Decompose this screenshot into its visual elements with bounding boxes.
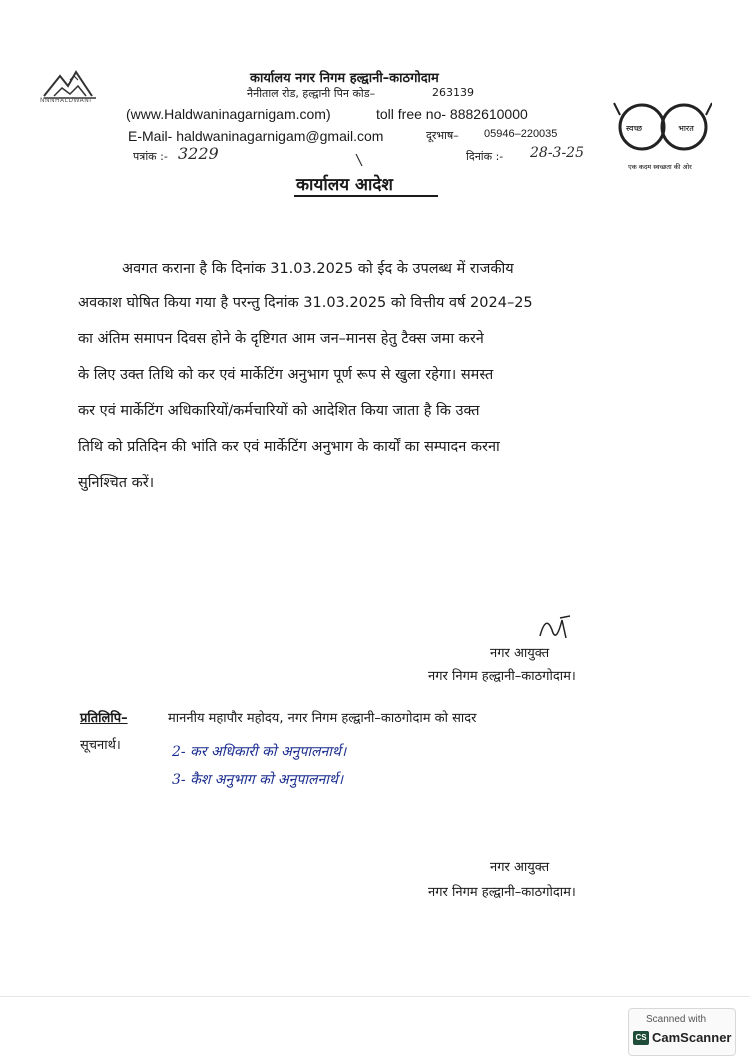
body-line: का अंतिम समापन दिवस होने के दृष्टिगत आम जन–मानस हेतु टैक्स जमा करने <box>78 331 484 347</box>
tick-mark-icon <box>352 152 372 168</box>
body-line: सुनिश्चित करें। <box>78 475 155 491</box>
signatory-office: नगर निगम हल्द्वानी–काठगोदाम। <box>428 669 576 684</box>
scanned-with-label: Scanned with <box>646 1014 707 1025</box>
phone-number: 05946–220035 <box>484 128 558 140</box>
body-line: के लिए उक्त तिथि को कर एवं मार्केटिंग अनुभाग पूर्ण रूप से खुला रहेगा। समस्त <box>78 367 494 383</box>
swachh-bharat-logo-icon <box>612 95 712 175</box>
signatory-office: नगर निगम हल्द्वानी–काठगोदाम। <box>428 885 576 900</box>
office-address: नैनीताल रोड, हल्द्वानी पिन कोड– <box>247 87 376 100</box>
copy-label: प्रतिलिपि– <box>80 711 128 726</box>
office-title: कार्यालय नगर निगम हल्द्वानी–काठगोदाम <box>250 71 439 86</box>
signature-scribble-icon <box>536 610 576 646</box>
handwritten-note: 2- कर अधिकारी को अनुपालनार्थ। <box>172 744 347 760</box>
title-underline <box>294 195 438 197</box>
order-title: कार्यालय आदेश <box>296 175 393 195</box>
camscanner-name: CamScanner <box>652 1030 732 1045</box>
signatory-title: नगर आयुक्त <box>490 646 550 661</box>
website: (www.Haldwaninagarnigam.com) <box>126 106 331 122</box>
bharat-label: भारत <box>678 124 694 133</box>
pincode: 263139 <box>432 86 474 99</box>
reference-number: 3229 <box>178 144 219 163</box>
body-line: कर एवं मार्केटिंग अधिकारियों/कर्मचारियों को आदेशित किया जाता है कि उक्त <box>78 403 480 419</box>
signatory-title: नगर आयुक्त <box>490 860 550 875</box>
camscanner-logo-icon: CS <box>633 1031 649 1045</box>
email-address: E-Mail- haldwaninagarnigam@gmail.com <box>128 128 384 144</box>
body-line: अवगत कराना है कि दिनांक 31.03.2025 को ईद के उपलब्ध में राजकीय <box>122 261 514 277</box>
page-divider <box>0 996 750 997</box>
date-label: दिनांक :- <box>466 150 504 163</box>
phone-label: दूरभाष– <box>426 129 459 142</box>
swachh-tagline: एक कदम स्वच्छता की ओर <box>628 163 692 171</box>
tollfree-number: toll free no- 8882610000 <box>376 106 528 122</box>
body-line: तिथि को प्रतिदिन की भांति कर एवं मार्केटिंग अनुभाग के कार्यों का सम्पादन करना <box>78 439 500 455</box>
copy-recipient: माननीय महापौर महोदय, नगर निगम हल्द्वानी–काठगोदाम को सादर <box>168 711 477 726</box>
reference-label: पत्रांक :- <box>133 150 168 163</box>
body-line: अवकाश घोषित किया गया है परन्तु दिनांक 31.03.2025 को वित्तीय वर्ष 2024–25 <box>78 295 533 311</box>
swachh-label: स्वच्छ <box>625 124 643 133</box>
handwritten-note: 3- कैश अनुभाग को अनुपालनार्थ। <box>172 772 344 788</box>
logo-caption: NNNHALDWANI <box>40 97 92 104</box>
copy-purpose: सूचनार्थ। <box>80 738 121 753</box>
date-value: 28-3-25 <box>530 145 584 161</box>
